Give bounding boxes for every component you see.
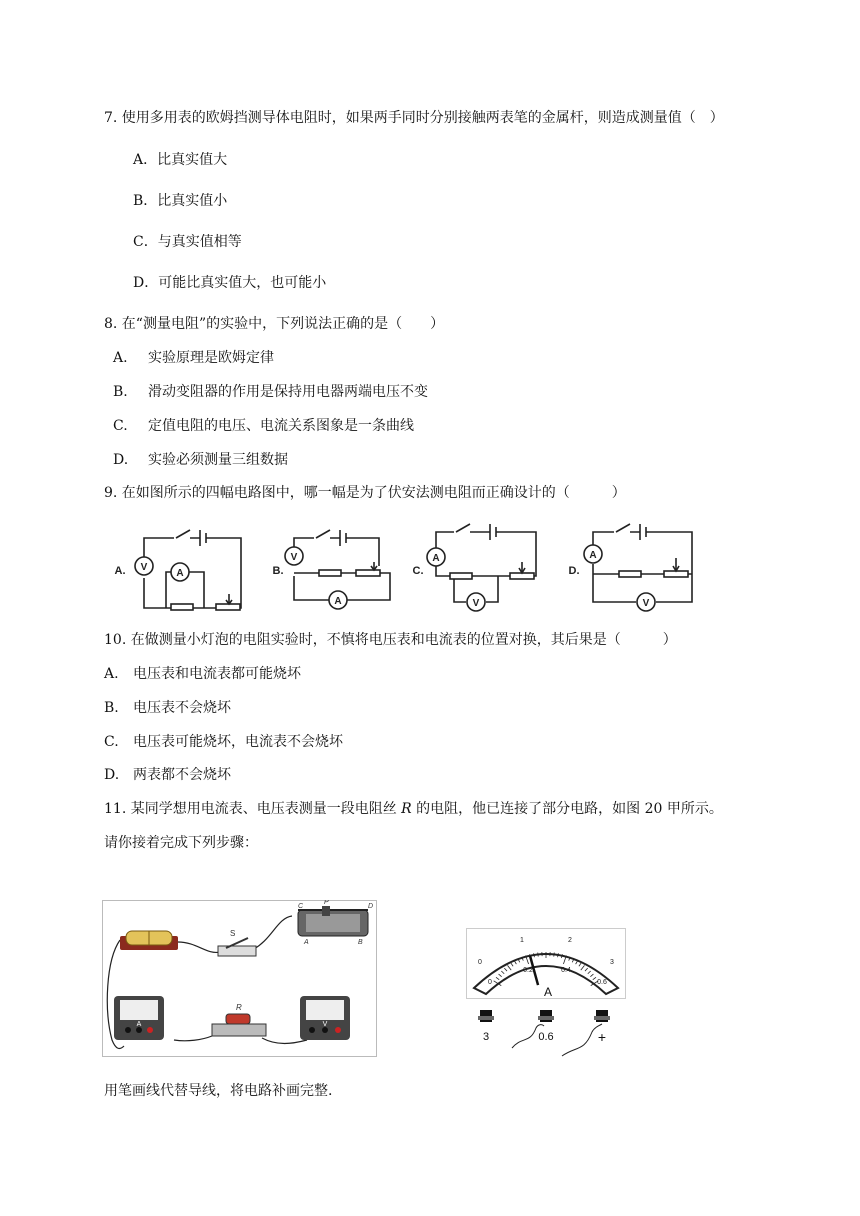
dial-top-3: 3 — [610, 959, 614, 966]
q10-stem: 10. 在做测量小灯泡的电阻实验时，不慎将电压表和电流表的位置对换，其后果是（ ） — [104, 632, 677, 648]
circuit-a — [144, 530, 241, 610]
resistor-label: R — [236, 1003, 242, 1012]
rheostat-terminal-a: A — [304, 939, 309, 946]
q10-option-d-text: 两表都不会烧坏 — [133, 767, 231, 783]
dial-terminals — [478, 1010, 610, 1022]
q10-option-a-letter: A. — [104, 666, 119, 682]
q11-ammeter-dial-figure — [466, 928, 626, 1062]
dial-top-0: 0 — [478, 959, 482, 966]
q11-stem-prefix: 11. 某同学想用电流表、电压表测量一段电阻丝 — [104, 801, 402, 817]
q10-option-b-letter: B. — [104, 700, 119, 716]
q7-option-a: A．比真实值大 — [133, 152, 228, 168]
rheostat-terminal-d: D — [368, 903, 374, 910]
q9-stem: 9. 在如图所示的四幅电路图中，哪一幅是为了伏安法测电阻而正确设计的（ ） — [104, 485, 626, 501]
dial-top-1: 1 — [520, 937, 524, 944]
dial-tick — [538, 953, 539, 957]
circuit-a-label: A. — [114, 565, 126, 577]
circuit-a-voltmeter-symbol: V — [140, 562, 148, 573]
q8-option-c-text: 定值电阻的电压、电流关系图象是一条曲线 — [148, 418, 414, 434]
q7-option-d: D．可能比真实值大，也可能小 — [133, 275, 327, 291]
dial-top-2: 2 — [568, 937, 572, 944]
circuit-b-voltmeter-symbol: V — [290, 552, 298, 563]
ammeter-device-label: A — [136, 1021, 142, 1028]
circuit-c-voltmeter-symbol: V — [472, 598, 480, 609]
terminal-plus-label: + — [597, 1029, 607, 1045]
q11-stem-variable: R — [401, 801, 412, 817]
switch-label: S — [230, 929, 236, 938]
q9-circuit-diagrams — [104, 518, 704, 614]
ammeter-device-icon — [114, 996, 164, 1040]
q8-option-d-letter: D. — [113, 452, 129, 468]
dial-tick — [554, 953, 555, 957]
q10-option-c-letter: C. — [104, 734, 119, 750]
q8-option-d-text: 实验必须测量三组数据 — [148, 452, 288, 468]
circuit-a-ammeter-symbol: A — [176, 568, 184, 579]
q11-instruction: 用笔画线代替导线，将电路补画完整. — [104, 1083, 333, 1099]
q10-option-b-text: 电压表不会烧坏 — [133, 700, 231, 716]
rheostat-icon — [298, 906, 368, 936]
terminal-3-label: 3 — [482, 1031, 490, 1043]
q10-option-c-text: 电压表可能烧坏，电流表不会烧坏 — [133, 734, 343, 750]
battery-icon — [120, 931, 178, 950]
q7-stem: 7. 使用多用表的欧姆挡测导体电阻时，如果两手同时分别接触两表笔的金属杆，则造成测量值（ ） — [104, 110, 724, 126]
circuit-b-label: B. — [272, 565, 284, 577]
voltmeter-device-label: V — [322, 1021, 328, 1028]
q8-option-a-text: 实验原理是欧姆定律 — [148, 350, 274, 366]
q8-stem: 8. 在“测量电阻”的实验中，下列说法正确的是（ ） — [104, 316, 445, 332]
dial-bottom-06: 0.6 — [597, 979, 607, 986]
circuit-d-ammeter-symbol: A — [589, 550, 597, 561]
q8-option-b-text: 滑动变阻器的作用是保持用电器两端电压不变 — [148, 384, 428, 400]
q11-stem-line2: 请你接着完成下列步骤： — [104, 835, 258, 851]
dial-bottom-02: 0.2 — [523, 967, 533, 974]
rheostat-terminal-b: B — [358, 939, 363, 946]
circuit-c-ammeter-symbol: A — [432, 553, 440, 564]
circuit-d-label: D. — [568, 565, 580, 577]
q10-option-d-letter: D. — [104, 767, 120, 783]
circuit-b-ammeter-symbol: A — [334, 596, 342, 607]
q8-option-c-letter: C. — [113, 418, 128, 434]
q8-option-b-letter: B. — [113, 384, 128, 400]
circuit-c — [436, 524, 536, 602]
q10-option-a-text: 电压表和电流表都可能烧坏 — [133, 666, 301, 682]
dial-bottom-04: 0.4 — [561, 967, 571, 974]
terminal-06-label: 0.6 — [538, 1031, 554, 1043]
circuit-d — [593, 524, 692, 602]
rheostat-slider-p: P — [324, 900, 329, 906]
dial-bottom-0: 0 — [488, 979, 492, 986]
q11-stem — [104, 799, 723, 819]
circuit-c-label: C. — [412, 565, 424, 577]
q11-apparatus-figure — [102, 900, 377, 1057]
q11-stem-suffix: 的电阻，他已连接了部分电路，如图 20 甲所示。 — [411, 801, 723, 817]
q7-option-b: B．比真实值小 — [133, 193, 228, 209]
rheostat-terminal-c: C — [298, 903, 304, 910]
voltmeter-device-icon — [300, 996, 350, 1040]
dial-unit-label: A — [543, 985, 553, 999]
circuit-d-voltmeter-symbol: V — [642, 598, 650, 609]
q8-option-a-letter: A. — [113, 350, 128, 366]
q7-option-c: C．与真实值相等 — [133, 234, 242, 250]
circuit-b — [294, 530, 390, 600]
